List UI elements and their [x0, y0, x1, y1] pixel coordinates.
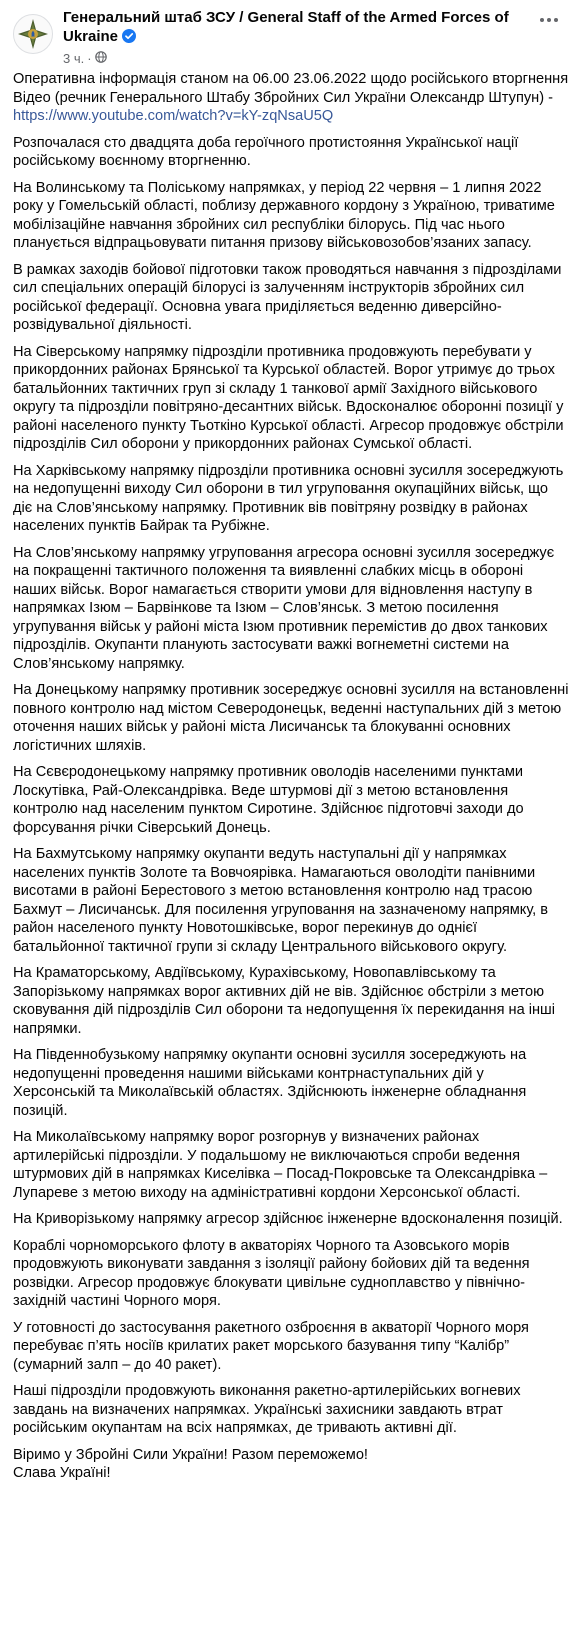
post-meta	[63, 50, 531, 67]
closing-line-1: Віримо у Збройні Сили України! Разом переможемо!	[13, 1446, 368, 1463]
video-link[interactable]: https://www.youtube.com/watch?v=kY-zqNsaU5Q	[13, 108, 334, 124]
post-paragraph: В рамках заходів бойової підготовки також проводяться навчання з підрозділами сил спеціальних операцій білорусі із залученням інструкторів збройних сил російської федерації. Основна увага приділяється веденню диверсійно-розвідувальної діяльності.	[13, 261, 562, 333]
intro-line-1: Оперативна інформація станом на 06.00 23.06.2022 щодо російського вторгнення	[13, 71, 569, 87]
post-header-text	[63, 6, 531, 67]
post-timestamp[interactable]: 3 ч.	[63, 51, 85, 66]
post-paragraph: Наші підрозділи продовжують виконання ракетно-артилерійських вогневих завдань на визначених напрямках. Українські захисники завдають втрат російським окупантам на всіх напрямках, де тривають активні дії.	[13, 1383, 521, 1436]
post-body	[0, 70, 583, 1483]
verified-badge-icon	[122, 29, 136, 48]
post-paragraph: На Південнобузькому напрямку окупанти основні зусилля зосереджують на недопущенні проведення нашими військами контрнаступальних дій у Херсонській та Миколаївській областях. Здійснюють інженерне обладнання позицій.	[13, 1047, 527, 1119]
post-paragraph: У готовності до застосування ракетного озброєння в акваторії Чорного моря перебуває п’ять носіїв крилатих ракет морського базування типу “Калібр” (сумарний залп – до 40 ракет).	[13, 1319, 529, 1373]
post-paragraph: Кораблі чорноморського флоту в акваторіях Чорного та Азовського морів продовжують виконувати завдання з ізоляції району бойових дій та ведення розвідки. Агресор продовжує блокувати цивільне судноплавство у північно-західній частині Чорного моря.	[13, 1237, 530, 1309]
post-paragraph: Розпочалася сто двадцята доба героїчного протистояння Української нації російському воєнному вторгненню.	[13, 134, 519, 169]
post-paragraph: На Миколаївському напрямку ворог розгорнув у визначених районах артилерійські підрозділи. У подальшому не виключаються спроби ведення штурмових дій в напрямках Киселівка – Посад-Покровське та Олександрівка – Лупареве з метою виходу на адміністративні кордони Херсонської області.	[13, 1129, 548, 1201]
page-avatar[interactable]	[13, 14, 53, 54]
closing-line-2: Слава Україні!	[13, 1465, 111, 1481]
post-paragraph: На Слов’янському напрямку угруповання агресора основні зусилля зосереджує на покращенні тактичного положення та виявленні слабких місць в обороні наших військ. Ворог намагається створити умови для відновлення наступу в напрямках Ізюм – Барвінкове та Ізюм – Слов’янськ. З метою посилення угрупування військ у районі міста Ізюм противник перемістив до двох танкових підрозділів. Окупанти планують застосувати важкі вогнеметні системи на Слов’янському напрямку.	[13, 544, 555, 672]
meta-separator: ·	[87, 51, 92, 66]
post-paragraph: На Сіверському напрямку підрозділи противника продовжують перебувати у прикордонних районах Брянської та Курської областей. Ворог утримує до трьох батальйонних тактичних груп зі складу 1 танкової армії Західного військового округу та підрозділи повітряно-десантних військ. Вдосконалює оборонні позиції у районі населеного пункту Тьоткіно Курської області. Агресор продовжує обстріли підрозділів Сил оборони у прикордонних районах Сумської області.	[13, 343, 564, 452]
intro-line-2: Відео (речник Генерального Штабу Збройних Сил України Олександр Штупун) -	[13, 89, 553, 106]
globe-icon[interactable]	[95, 50, 107, 67]
post-header	[0, 0, 583, 66]
general-staff-emblem-icon	[17, 18, 49, 50]
post-intro	[13, 70, 569, 126]
more-options-icon	[539, 17, 559, 23]
post-paragraph: На Волинському та Поліському напрямках, у період 22 червня – 1 липня 2022 року у Гомельській області, поблизу державного кордону з Україною, триватиме мобілізаційне навчання збройних сил республіки білорусь. Під час нього планується відпрацьовувати питання призову військовозобов’язаних запасу.	[13, 179, 555, 251]
more-options-button[interactable]	[531, 8, 567, 32]
post-paragraph: На Сєвєродонецькому напрямку противник оволодів населеними пунктами Лоскутівка, Рай-Олександрівка. Веде штурмові дії з метою встановлення контролю над населеним пунктом Сиротине. Здійснює підготовчі заходи до форсування річки Сіверський Донець.	[13, 764, 524, 836]
post-closing	[13, 1446, 569, 1483]
post-paragraph: На Харківському напрямку підрозділи противника основні зусилля зосереджують на недопущенні виходу Сил оборони в тил угруповання окупаційних військ, що діє на Слов’янському напрямку. Противник вів повітряну розвідку в районах населених пунктів Байрак та Рубіжне.	[13, 462, 564, 534]
post-paragraph: На Донецькому напрямку противник зосереджує основні зусилля на встановленні повного контролю над містом Северодонецьк, веденні наступальних дій з метою оточення наших військ у районі міста Лисичанськ та блокуванні основних логістичних шляхів.	[13, 682, 569, 754]
page-name-link[interactable]	[63, 8, 531, 48]
post-paragraph: На Краматорському, Авдіївському, Курахівському, Новопавлівському та Запорізькому напрямках ворог активних дій не вів. Здійснює обстріли з метою сковування дій підрозділів Сил оборони та недопущення їх перекидання на інші напрямки.	[13, 965, 556, 1037]
page-name[interactable]: Генеральний штаб ЗСУ / General Staff of the Armed Forces of Ukraine	[63, 9, 509, 45]
post-paragraph: На Криворізькому напрямку агресор здійснює інженерне вдосконалення позицій.	[13, 1211, 563, 1227]
post-paragraph: На Бахмутському напрямку окупанти ведуть наступальні дії у напрямках населених пунктів Золоте та Вовчоярівка. Намагаються оволодіти панівними висотами в районі Берестового з метою встановлення контролю над трасою Бахмут – Лисичанськ. Для посилення угруповання на зазначеному напрямку, в район населеного пункту Новотошківське, ворог перекинув до однієї батальйонної тактичної групи зі складу Центрального військового округу.	[13, 846, 549, 955]
